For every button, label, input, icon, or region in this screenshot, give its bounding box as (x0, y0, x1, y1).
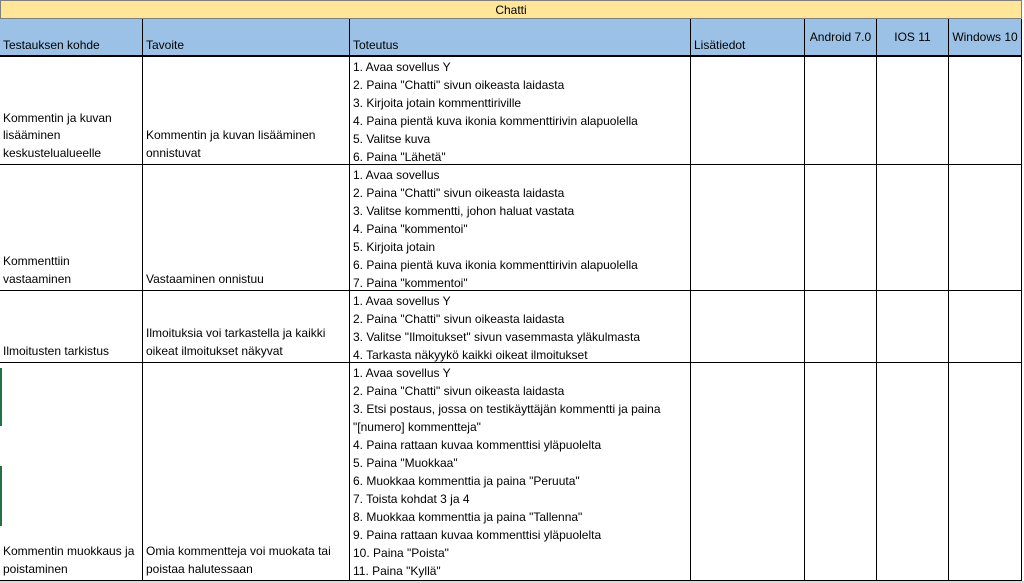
step-line: 2. Paina "Chatti" sivun oikeasta laidasta (353, 186, 565, 200)
row4-tavoite-cell[interactable] (143, 363, 350, 581)
step-line: 4. Paina pientä kuva ikonia kommenttirivin alapuolella (353, 114, 638, 128)
row3-tavoite-cell[interactable] (143, 291, 350, 363)
row3-lisatiedot-cell[interactable] (691, 291, 805, 363)
row4-kohde-cell[interactable] (0, 363, 143, 581)
row3-ios-cell[interactable] (877, 291, 949, 363)
row1-kohde-cell[interactable] (0, 57, 143, 165)
sheet-title[interactable] (0, 0, 1022, 19)
header-android[interactable] (805, 19, 877, 57)
row1-ios-cell[interactable] (877, 57, 949, 165)
header-label: Tavoite (146, 38, 185, 52)
step-line: 7. Toista kohdat 3 ja 4 (353, 492, 470, 506)
tavoite-line: onnistuvat (146, 146, 201, 161)
kohde-line: lisääminen (3, 128, 61, 143)
kohde-line: Ilmoitusten tarkistus (3, 344, 110, 359)
row3-windows-cell[interactable] (949, 291, 1022, 363)
tavoite-line: Kommentin ja kuvan lisääminen (146, 128, 316, 143)
row4-ios-cell[interactable] (877, 363, 949, 581)
row1-android-cell[interactable] (805, 57, 877, 165)
row2-tavoite-cell[interactable] (143, 165, 350, 291)
tavoite-line: poistaa halutessaan (146, 562, 253, 577)
header-label: Android 7.0 (809, 30, 872, 44)
row1-windows-cell[interactable] (949, 57, 1022, 165)
sheet-title-text: Chatti (495, 2, 527, 17)
kohde-line: poistaminen (3, 562, 68, 577)
header-label: Lisätiedot (694, 38, 746, 52)
step-line: 4. Paina rattaan kuvaa kommenttisi yläpuolelta (353, 438, 602, 452)
header-tavoite[interactable] (143, 19, 350, 57)
step-line: 5. Paina "Muokkaa" (353, 456, 458, 470)
row4-toteutus-cell[interactable] (350, 363, 691, 581)
tavoite-line: Omia kommentteja voi muokata tai (146, 544, 331, 559)
step-line: 5. Valitse kuva (353, 132, 431, 146)
row3-android-cell[interactable] (805, 291, 877, 363)
step-line: 6. Paina pientä kuva ikonia kommenttirivin alapuolella (353, 258, 638, 272)
selection-edge-marker (0, 466, 2, 526)
row4-lisatiedot-cell[interactable] (691, 363, 805, 581)
step-line: 2. Paina "Chatti" sivun oikeasta laidasta (353, 312, 565, 326)
tavoite-line: Ilmoituksia voi tarkastella ja kaikki (146, 326, 326, 341)
header-windows[interactable] (949, 19, 1022, 57)
row2-toteutus-cell[interactable] (350, 165, 691, 291)
step-line: 2. Paina "Chatti" sivun oikeasta laidasta (353, 78, 565, 92)
header-label: Testauksen kohde (3, 38, 100, 52)
step-line: 3. Valitse kommentti, johon haluat vastata (353, 204, 575, 218)
step-line: 8. Muokkaa kommenttia ja paina "Tallenna" (353, 510, 583, 524)
step-line: 2. Paina "Chatti" sivun oikeasta laidasta (353, 384, 565, 398)
step-line: 5. Kirjoita jotain (353, 240, 436, 254)
kohde-line: Kommentin ja kuvan (3, 110, 112, 125)
kohde-line: Kommentin muokkaus ja (3, 544, 135, 559)
step-line: 4. Tarkasta näkyykö kaikki oikeat ilmoitukset (353, 348, 588, 362)
step-line: 10. Paina "Poista" (353, 546, 449, 560)
step-line: 6. Muokkaa kommenttia ja paina "Peruuta" (353, 474, 580, 488)
step-line: "[numero] kommentteja" (353, 420, 481, 434)
row1-lisatiedot-cell[interactable] (691, 57, 805, 165)
row2-ios-cell[interactable] (877, 165, 949, 291)
selection-edge-marker (0, 368, 2, 426)
row2-kohde-cell[interactable] (0, 165, 143, 291)
header-label: Toteutus (353, 38, 399, 52)
step-line: 1. Avaa sovellus (353, 168, 440, 182)
header-ios[interactable] (877, 19, 949, 57)
step-line: 3. Valitse "Ilmoitukset" sivun vasemmasta yläkulmasta (353, 330, 641, 344)
tavoite-line: oikeat ilmoitukset näkyvat (146, 344, 283, 359)
row3-toteutus-cell[interactable] (350, 291, 691, 363)
step-line: 1. Avaa sovellus Y (353, 294, 451, 308)
row3-kohde-cell[interactable] (0, 291, 143, 363)
header-label: IOS 11 (894, 30, 931, 44)
step-line: 11. Paina "Kyllä" (353, 564, 441, 578)
header-label: Windows 10 (952, 30, 1018, 44)
row2-lisatiedot-cell[interactable] (691, 165, 805, 291)
step-line: 1. Avaa sovellus Y (353, 60, 451, 74)
step-line: 3. Etsi postaus, jossa on testikäyttäjän kommentti ja paina (353, 402, 661, 416)
step-line: 6. Paina "Lähetä" (353, 150, 446, 164)
kohde-line: Kommenttiin (3, 254, 70, 269)
header-toteutus[interactable] (350, 19, 691, 57)
tavoite-line: Vastaaminen onnistuu (146, 272, 264, 287)
step-line: 4. Paina "kommentoi" (353, 222, 468, 236)
row4-android-cell[interactable] (805, 363, 877, 581)
step-line: 1. Avaa sovellus Y (353, 366, 451, 380)
step-line: 7. Paina "kommentoi" (353, 276, 468, 290)
row2-windows-cell[interactable] (949, 165, 1022, 291)
row2-android-cell[interactable] (805, 165, 877, 291)
header-testauksen-kohde[interactable] (0, 19, 143, 57)
step-line: 3. Kirjoita jotain kommenttiriville (353, 96, 522, 110)
row4-windows-cell[interactable] (949, 363, 1022, 581)
kohde-line: keskustelualueelle (3, 146, 102, 161)
row1-toteutus-cell[interactable] (350, 57, 691, 165)
kohde-line: vastaaminen (3, 272, 72, 287)
row1-tavoite-cell[interactable] (143, 57, 350, 165)
header-lisatiedot[interactable] (691, 19, 805, 57)
step-line: 9. Paina rattaan kuvaa kommenttisi yläpuolelta (353, 528, 602, 542)
